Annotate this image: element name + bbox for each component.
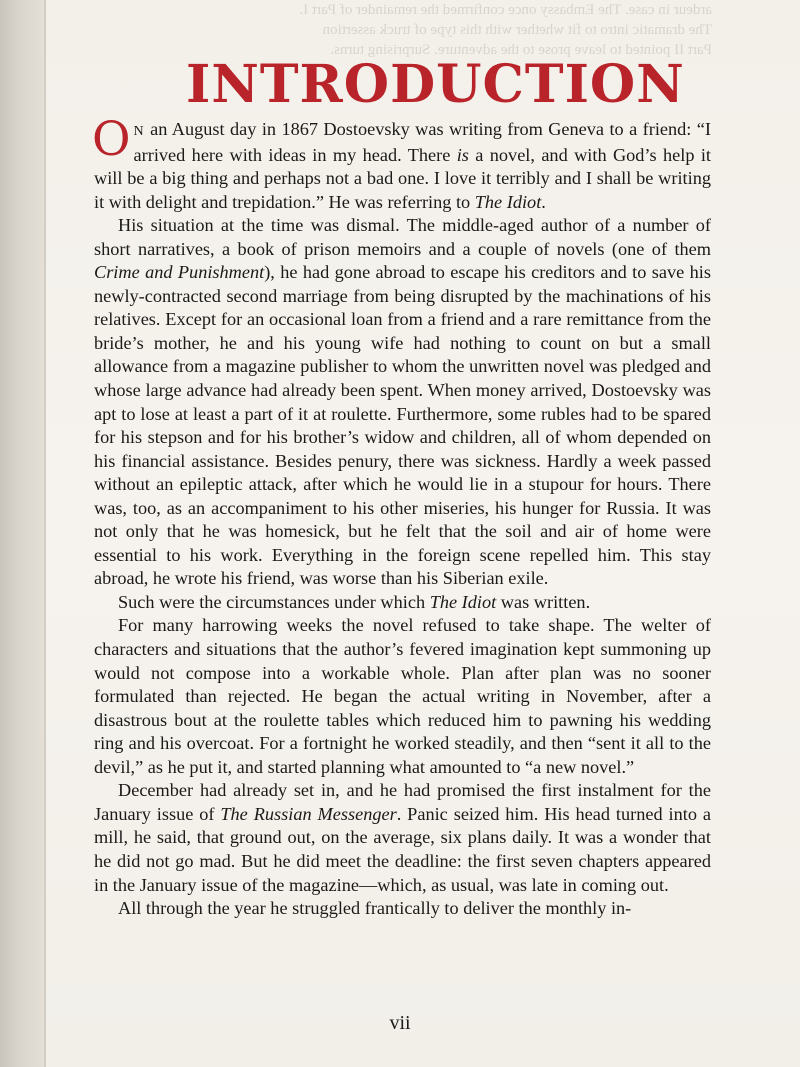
text-run: Such were the circumstances under which [118,591,430,612]
drop-cap: O [92,112,131,167]
book-gutter-shadow [0,0,44,1067]
show-through-line: Part II pointed to leave prose to the adventure. Surprising turns. [330,42,712,58]
chapter-title: INTRODUCTION [186,54,685,115]
body-text [92,112,711,921]
page-number: vii [389,1012,411,1034]
italic-run: is [456,144,469,165]
show-through-text [92,0,712,60]
text-run: was written. [496,591,591,612]
paragraph-2 [94,214,711,591]
paragraph-1 [92,112,711,214]
text-run: . [541,191,546,212]
book-title-italic: The Idiot [429,591,497,612]
small-cap-letter: N [133,124,145,139]
paragraph-5 [94,779,711,897]
text-run: ), he had gone abroad to escape his creditors and to save his newly-contracted second marriage from being disrupted by the machinations of his relatives. Except for an occasional loan from a friend and a rare remittance from the bride’s mother, he and his young wife had nothing to count on but a small allowance from a magazine publisher to whom the unwritten novel was pledged and whose large advance had already been spent. When money arrived, Dostoevsky was apt to lose at least a part of it at roulette. Furthermore, some rubles had to be spared for his stepson and for his brother’s widow and children, all of whom depended on his financial assistance. Besides penury, there was sickness. Hardly a week passed without an epileptic attack, after which he would lie in a stupour for hours. There was, too, as an accompaniment to his other miseries, his hunger for Russia. It was not only that he was homesick, but he felt that the soil and air of home were essential to his work. Everything in the foreign scene repelled him. This stay abroad, he wrote his friend, was worse than his Siberian exile. [94,262,711,589]
text-run: December had already set in, and he had promised the first instalment for the January issue of [94,780,711,824]
text-run: For many harrowing weeks the novel refused to take shape. The welter of characters and situations that the author’s fevered imagination kept summoning up would not compose into a workable whole. Plan after plan was no sooner formulated than rejected. He began the actual writing in November, after a disastrous bout at the roulette tables which reduced him to pawning his wedding ring and his overcoat. For a fortnight he worked steadily, and then “sent it all to the devil,” as he put it, and started planning what amounted to “a new novel.” [94,615,711,777]
show-through-line: ardeur in case. The Embassy once confirmed the remainder of Part I. [299,2,712,18]
book-title-italic: The Idiot [474,191,542,212]
text-run: an August day in 1867 Dostoevsky was writing from Geneva to a friend: “I arrived here with ideas in my head. There [133,119,711,165]
paragraph-3 [94,591,711,615]
paragraph-6 [94,897,711,921]
magazine-title-italic: The Russian Messenger [220,803,397,824]
book-title-italic: Crime and Punishment [94,262,265,283]
text-run: . Panic seized him. His head turned into a mill, he said, that ground out, on the average, six plans daily. It was a wonder that he did not go mad. But he did meet the deadline: the first seven chapters appeared in the January issue of the magazine—which, as usual, was late in coming out. [94,803,711,895]
text-run: All through the year he struggled frantically to deliver the monthly in- [118,898,632,919]
show-through-line: The dramatic intro to fit whether with this type of truck assertion [322,22,712,38]
paragraph-4 [94,614,711,779]
text-run: His situation at the time was dismal. The middle-aged author of a number of short narratives, a book of prison memoirs and a couple of novels (one of them [94,215,711,259]
text-run: a novel, and with God’s help it will be a big thing and perhaps not a bad one. I love it terribly and I shall be writing it with delight and trepidation.” He was referring to [94,144,711,212]
